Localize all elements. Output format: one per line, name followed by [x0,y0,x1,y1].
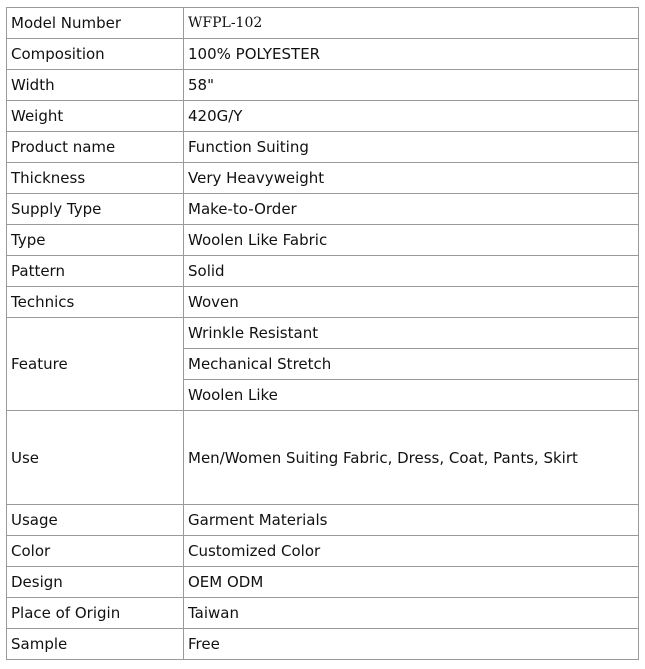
table-row [7,39,639,70]
table-row [7,629,639,660]
table-row [7,505,639,536]
spec-value-composition: 100% POLYESTER [184,39,639,70]
spec-value-use: Men/Women Suiting Fabric, Dress, Coat, Pants, Skirt [184,411,639,505]
spec-label-color: Color [7,536,184,567]
spec-value-thickness: Very Heavyweight [184,163,639,194]
spec-label-composition: Composition [7,39,184,70]
table-row [7,256,639,287]
spec-label-feature: Feature [7,318,184,411]
spec-label-technics: Technics [7,287,184,318]
table-row [7,101,639,132]
spec-label-use: Use [7,411,184,505]
spec-value-weight: 420G/Y [184,101,639,132]
spec-value-type: Woolen Like Fabric [184,225,639,256]
table-row [7,70,639,101]
table-row [7,225,639,256]
spec-value-pattern: Solid [184,256,639,287]
spec-value-feature-1: Wrinkle Resistant [184,318,639,349]
spec-value-design: OEM ODM [184,567,639,598]
spec-label-place-of-origin: Place of Origin [7,598,184,629]
spec-value-technics: Woven [184,287,639,318]
spec-value-sample: Free [184,629,639,660]
spec-label-type: Type [7,225,184,256]
spec-label-supply-type: Supply Type [7,194,184,225]
spec-label-model-number: Model Number [7,8,184,39]
spec-value-feature-2: Mechanical Stretch [184,349,639,380]
spec-value-model-number: WFPL-102 [184,8,639,39]
table-row [7,598,639,629]
table-row [7,194,639,225]
spec-label-design: Design [7,567,184,598]
table-row [7,318,639,349]
product-spec-table [6,7,639,660]
table-row [7,132,639,163]
table-row [7,287,639,318]
table-row [7,163,639,194]
table-row [7,8,639,39]
spec-value-usage: Garment Materials [184,505,639,536]
table-row [7,536,639,567]
spec-value-supply-type: Make-to-Order [184,194,639,225]
spec-label-width: Width [7,70,184,101]
spec-label-pattern: Pattern [7,256,184,287]
table-row [7,411,639,505]
table-row [7,567,639,598]
spec-label-sample: Sample [7,629,184,660]
spec-value-place-of-origin: Taiwan [184,598,639,629]
spec-label-product-name: Product name [7,132,184,163]
spec-label-usage: Usage [7,505,184,536]
spec-label-thickness: Thickness [7,163,184,194]
spec-value-product-name: Function Suiting [184,132,639,163]
spec-value-width: 58" [184,70,639,101]
spec-value-color: Customized Color [184,536,639,567]
spec-label-weight: Weight [7,101,184,132]
spec-value-feature-3: Woolen Like [184,380,639,411]
